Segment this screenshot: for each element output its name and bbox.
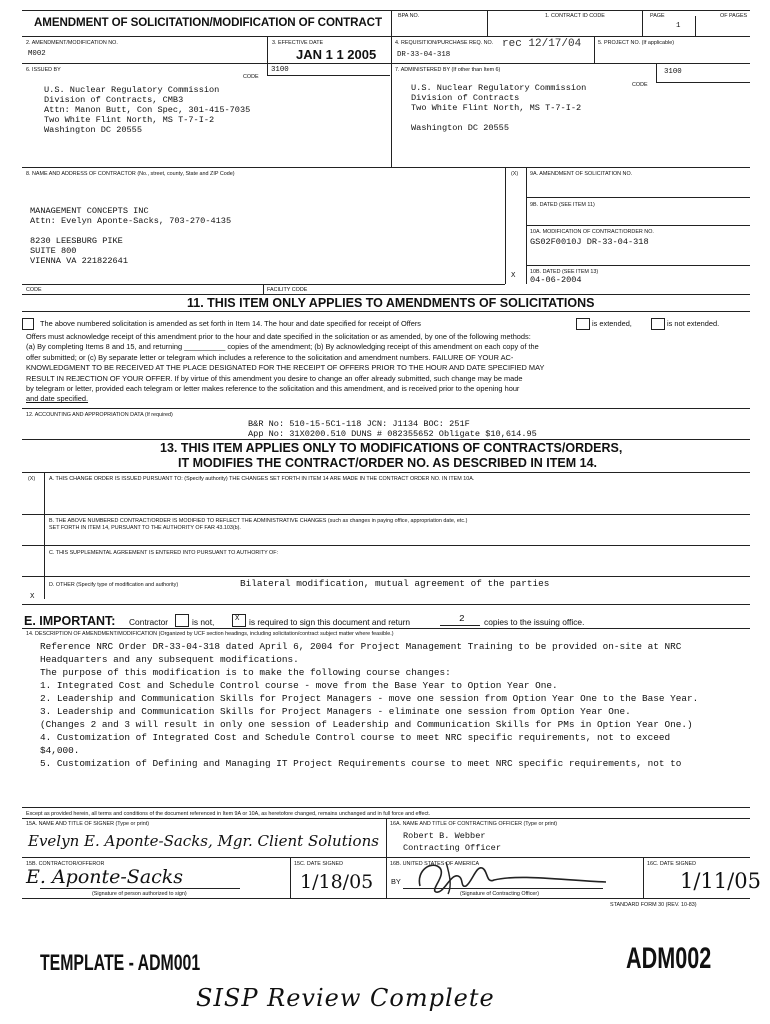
contractor-line-3 — [30, 226, 231, 236]
admin-code-label: CODE — [632, 82, 648, 88]
received-stamp: rec 12/17/04 — [502, 38, 582, 50]
description-line-7: (Changes 2 and 3 will result in only one session of Leadership and Communication Skills for PMs in Option Year One.) — [40, 719, 693, 730]
description-line-5: 2. Leadership and Communication Skills for Project Managers - move one session from Option Year One to the Base Year. — [40, 693, 699, 704]
by-label: BY — [391, 877, 401, 886]
of-pages-label: OF PAGES — [720, 13, 748, 19]
amendment-no-label: 2. AMENDMENT/MODIFICATION NO. — [26, 40, 118, 46]
review-note: SISP Review Complete — [196, 984, 495, 1012]
field-9a-label: 9A. AMENDMENT OF SOLICITATION NO. — [530, 171, 633, 177]
project-no-label: 5. PROJECT NO. (If applicable) — [598, 40, 674, 46]
field-15b-caption: (Signature of person authorized to sign) — [92, 891, 187, 897]
field-16a-line-1: Robert B. Webber — [403, 831, 486, 841]
x-column-header: (X) — [511, 171, 519, 177]
description-line-4: 1. Integrated Cost and Schedule Control course - move from the Base Year to Option Year One. — [40, 680, 558, 691]
template-label: TEMPLATE - ADM001 — [40, 950, 201, 975]
section-11-line-2: Offers must acknowledge receipt of this amendment prior to the hour and date specified in the solicitation or as amended, by one of the following methods: — [26, 332, 531, 341]
contractor-line-5: SUITE 800 — [30, 246, 77, 256]
field-10b-value: 04-06-2004 — [530, 275, 582, 285]
field-9b-label: 9B. DATED (SEE ITEM 11) — [530, 202, 595, 208]
section-11-line-4: offer submitted; or (c) By separate letter or telegram which includes a reference to the solicitation and amendment numbers. FAILURE OF YOUR AC- — [26, 352, 514, 362]
page-value: 1 — [676, 22, 681, 30]
field-16b-label: 16B. UNITED STATES OF AMERICA — [390, 861, 480, 867]
field-10a-label: 10A. MODIFICATION OF CONTRACT/ORDER NO. — [530, 229, 654, 235]
field-15c-value: 1/18/05 — [300, 871, 374, 893]
field-16a-label: 16A. NAME AND TITLE OF CONTRACTING OFFICER (Type or print) — [390, 821, 558, 827]
x-mark-13d: X — [30, 593, 35, 601]
admin-code-value: 3100 — [664, 68, 682, 76]
section-11-text — [26, 332, 544, 405]
contractor-signature: E. Aponte-Sacks — [26, 866, 184, 888]
item-13d-value: Bilateral modification, mutual agreement of the parties — [240, 578, 550, 589]
admin-line-2: Division of Contracts — [411, 93, 520, 103]
section-11-title: 11. THIS ITEM ONLY APPLIES TO AMENDMENTS OF SOLICITATIONS — [187, 296, 595, 310]
requisition-value: DR-33-04-318 — [397, 51, 451, 59]
contractor-address — [30, 206, 231, 266]
administered-by-label: 7. ADMINISTERED BY (If other than Item 6) — [395, 67, 501, 73]
section-11-line-6: RESULT IN REJECTION OF YOUR OFFER. If by virtue of this amendment you desire to change an offer already submitted, such change may be made — [26, 373, 523, 383]
contractor-line-6: VIENNA VA 221822641 — [30, 256, 128, 266]
contractor-line-2: Attn: Evelyn Aponte-Sacks, 703-270-4135 — [30, 216, 232, 226]
section-13-title-1: 13. THIS ITEM APPLIES ONLY TO MODIFICATIONS OF CONTRACTS/ORDERS, — [160, 441, 623, 455]
admin-line-4 — [411, 113, 586, 123]
item-13b-line-1: B. THE ABOVE NUMBERED CONTRACT/ORDER IS MODIFIED TO REFLECT THE ADMINISTRATIVE CHANGES (such as changes in paying office, appropriation date, etc.) — [49, 518, 468, 524]
field-10a-value: GS02F0010J DR-33-04-318 — [530, 237, 649, 247]
description-line-2: Headquarters and any subsequent modifications. — [40, 654, 299, 665]
description-line-9: $4,000. — [40, 745, 80, 756]
issued-line-1: U.S. Nuclear Regulatory Commission — [44, 85, 220, 95]
is-required-x: X — [235, 615, 240, 623]
is-not-checkbox[interactable] — [175, 614, 189, 627]
contractor-line-1: MANAGEMENT CONCEPTS INC — [30, 206, 149, 216]
issued-line-3: Attn: Manon Butt, Con Spec, 301-415-7035 — [44, 105, 251, 115]
bpa-label: BPA NO. — [398, 13, 420, 19]
administered-by-address — [411, 83, 586, 133]
standard-form-number: STANDARD FORM 30 (REV. 10-83) — [610, 902, 697, 908]
admin-line-1: U.S. Nuclear Regulatory Commission — [411, 83, 587, 93]
page-label: PAGE — [650, 13, 665, 19]
issued-by-label: 6. ISSUED BY — [26, 67, 61, 73]
contractor-label: 8. NAME AND ADDRESS OF CONTRACTOR (No., street, county, State and ZIP Code) — [26, 171, 235, 177]
issued-line-4: Two White Flint North, MS T-7-I-2 — [44, 115, 215, 125]
form-title: AMENDMENT OF SOLICITATION/MODIFICATION OF CONTRACT — [34, 16, 382, 29]
item-13c: C. THIS SUPPLEMENTAL AGREEMENT IS ENTERED INTO PURSUANT TO AUTHORITY OF: — [49, 550, 279, 556]
description-body — [40, 640, 698, 770]
issued-line-2: Division of Contracts, CMB3 — [44, 95, 184, 105]
important-tail: copies to the issuing office. — [484, 617, 585, 627]
amendment-no-value: M002 — [28, 50, 46, 58]
copies-value: 2 — [459, 613, 465, 624]
section-11-checkbox[interactable] — [22, 318, 34, 330]
description-line-8: 4. Customization of Integrated Cost and Schedule Control course to meet NRC specific requirements, not to exceed — [40, 732, 671, 743]
field-16a-line-2: Contracting Officer — [403, 843, 501, 853]
section-11-line-5: KNOWLEDGMENT TO BE RECEIVED AT THE PLACE DESIGNATED FOR THE RECEIPT OF OFFERS PRIOR TO THE HOUR AND DATE SPECIFIED MAY — [26, 363, 545, 373]
admin-line-3: Two White Flint North, MS T-7-I-2 — [411, 103, 582, 113]
contract-id-label: 1. CONTRACT ID CODE — [545, 13, 605, 19]
is-extended-checkbox[interactable] — [576, 318, 590, 330]
facility-code-label: FACILITY CODE — [267, 287, 308, 293]
effective-date-stamp: JAN 1 1 2005 — [296, 47, 377, 62]
admin-line-5: Washington DC 20555 — [411, 123, 509, 133]
issued-line-5: Washington DC 20555 — [44, 125, 142, 135]
section-11-line-3: (a) By completing Items 8 and 15, and returning __________ copies of the amendment; (b) By acknowledging receipt of this amendment on each copy of the — [26, 342, 539, 352]
section-13-title-2: IT MODIFIES THE CONTRACT/ORDER NO. AS DESCRIBED IN ITEM 14. — [178, 456, 598, 470]
except-clause: Except as provided herein, all terms and conditions of the document referenced in Item 9A or 10A, as heretofore changed, remains unchanged and in full force and effect. — [26, 811, 431, 817]
adm-code-label: ADM002 — [626, 942, 712, 975]
accounting-label: 12. ACCOUNTING AND APPROPRIATION DATA (If required) — [26, 412, 173, 418]
is-not-extended-checkbox[interactable] — [651, 318, 665, 330]
important-label: E. IMPORTANT: — [24, 614, 116, 628]
x-mark-10: X — [511, 272, 516, 280]
accounting-line-2: App No: 31X0200.510 DUNS # 082355652 Obligate $10,614.95 — [248, 429, 537, 439]
item-13a: A. THIS CHANGE ORDER IS ISSUED PURSUANT TO: (Specify authority) THE CHANGES SET FORTH IN ITEM 14 ARE MADE IN THE CONTRACT ORDER NO. IN ITEM 10A. — [49, 476, 475, 482]
description-line-10: 5. Customization of Defining and Managing IT Project Requirements course to meet NRC specific requirements, not to — [40, 758, 682, 769]
section-11-line-7: by telegram or letter, provided each telegram or letter makes reference to the solicitation and this amendment, and is received prior to the opening hour — [26, 384, 520, 394]
section-11-line-8: and date specified. — [26, 394, 89, 404]
item-13d: D. OTHER (Specify type of modification and authority) — [49, 582, 179, 588]
contracting-officer-signature — [410, 856, 640, 896]
item-13b-line-2: SET FORTH IN ITEM 14, PURSUANT TO THE AUTHORITY OF FAR 43.103(b). — [49, 525, 241, 531]
issued-code-label: CODE — [243, 74, 259, 80]
contractor-code-label: CODE — [26, 287, 42, 293]
is-not-label: is not, — [192, 617, 215, 627]
accounting-line-1: B&R No: 510-15-5C1-118 JCN: J1134 BOC: 251F — [248, 419, 470, 429]
is-not-extended-label: is not extended. — [667, 319, 720, 328]
field-16c-label: 16C. DATE SIGNED — [647, 861, 697, 867]
field-16c-value: 1/11/05 — [680, 869, 761, 893]
section-13-x-header: (X) — [28, 476, 36, 482]
description-line-3: The purpose of this modification is to make the following course changes: — [40, 667, 451, 678]
issued-by-address — [44, 85, 250, 135]
important-required: is required to sign this document and return — [249, 617, 411, 627]
field-15b-label: 15B. CONTRACTOR/OFFEROR — [26, 861, 105, 867]
field-15a-value: Evelyn E. Aponte-Sacks, Mgr. Client Solutions — [28, 832, 379, 850]
field-10b-label: 10B. DATED (SEE ITEM 13) — [530, 269, 599, 275]
important-contractor: Contractor — [129, 617, 169, 627]
description-label: 14. DESCRIPTION OF AMENDMENT/MODIFICATION (Organized by UCF section headings, including solicitation/contract subject matter where feasible.) — [26, 631, 394, 637]
field-15c-label: 15C. DATE SIGNED — [294, 861, 344, 867]
description-line-6: 3. Leadership and Communication Skills for Project Managers - eliminate one session from Option Year One. — [40, 706, 631, 717]
section-11-line-1: The above numbered solicitation is amended as set forth in Item 14. The hour and date specified for receipt of Offers — [40, 319, 421, 328]
issued-code-value: 3100 — [271, 66, 289, 74]
field-15a-label: 15A. NAME AND TITLE OF SIGNER (Type or print) — [26, 821, 150, 827]
contractor-line-4: 8230 LEESBURG PIKE — [30, 236, 123, 246]
is-extended-label: is extended, — [592, 319, 632, 328]
effective-date-label: 3. EFFECTIVE DATE — [272, 40, 324, 46]
description-line-1: Reference NRC Order DR-33-04-318 dated April 6, 2004 for Project Management Training to be provided on-site at NRC — [40, 641, 682, 652]
field-16b-caption: (Signature of Contracting Officer) — [460, 891, 539, 897]
requisition-label: 4. REQUISITION/PURCHASE REQ. NO. — [395, 40, 494, 46]
